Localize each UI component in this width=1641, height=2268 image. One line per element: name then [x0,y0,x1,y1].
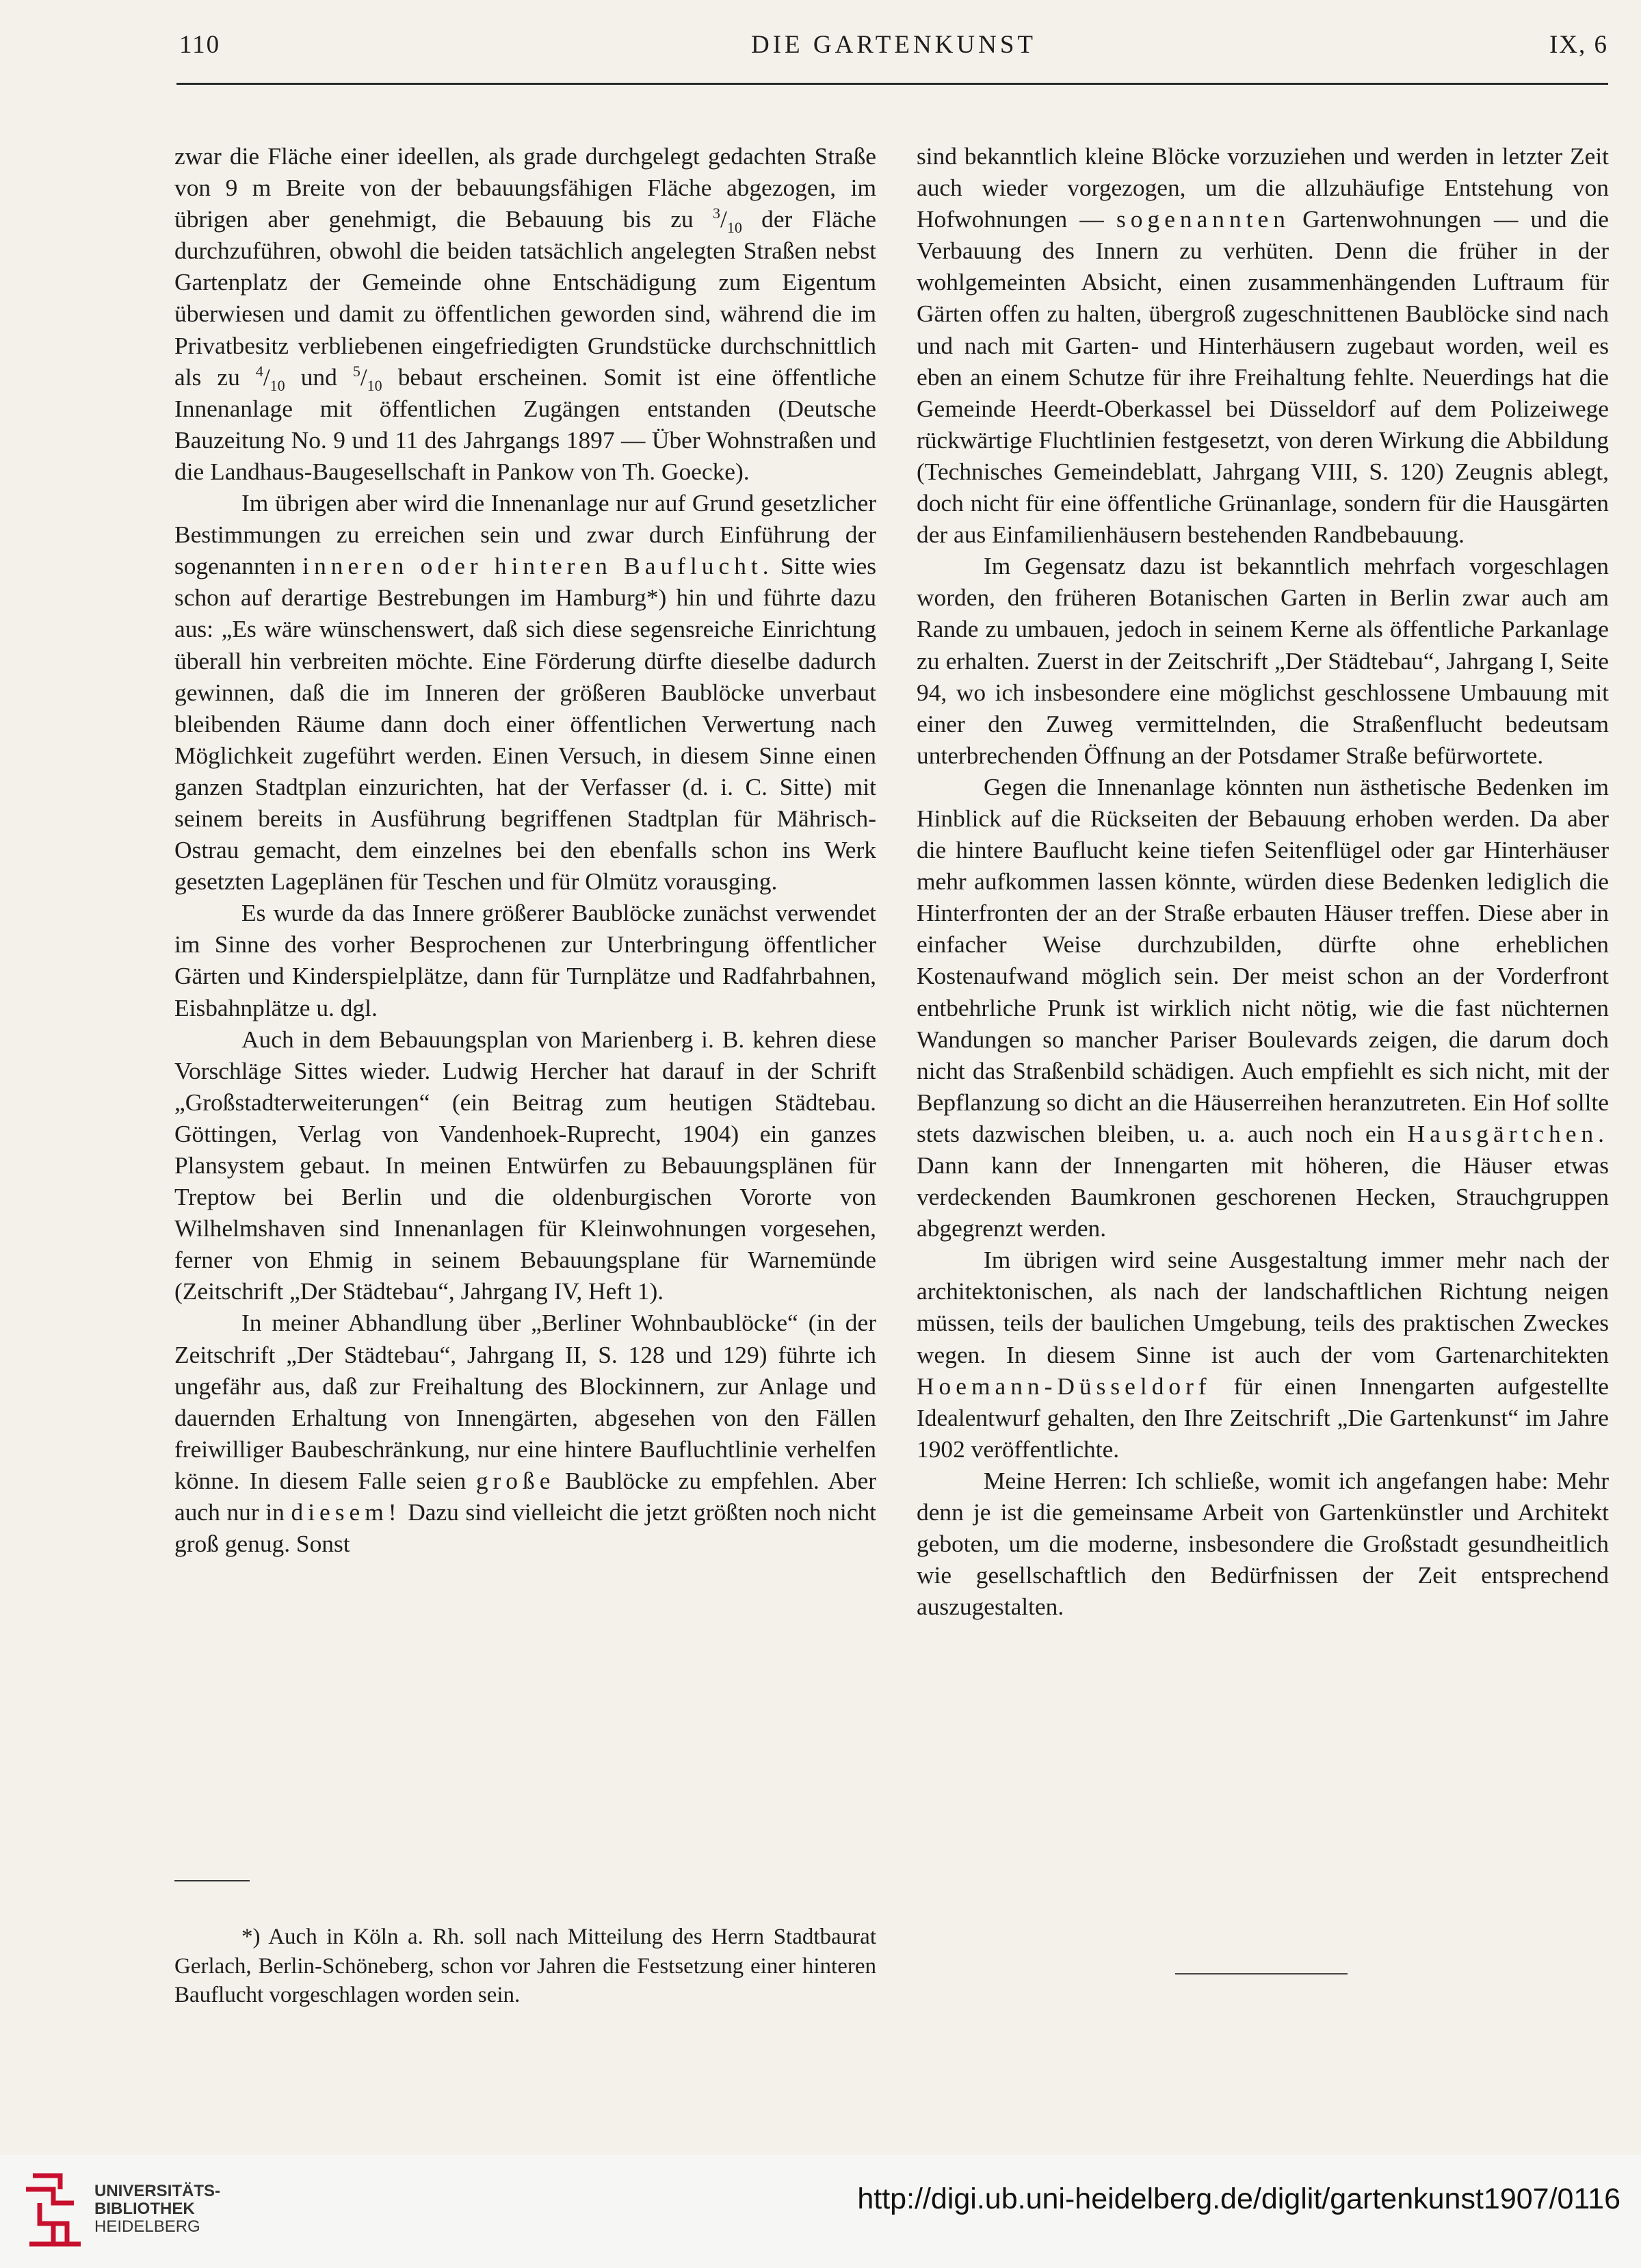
source-url[interactable]: http://digi.ub.uni-heidelberg.de/diglit/gartenkunst1907/0116 [857,2182,1620,2215]
right-paragraph-2: Im Gegensatz dazu ist bekanntlich mehrfach vorgeschlagen worden, den früheren Botanischen Garten in Berlin zwar auch am Rande zu umbauen, jedoch in seinem Kerne als öffentliche Parkanlage zu erhalten. Zuerst in der Zeitschrift „Der Städtebau“, Jahrgang I, Seite 94, wo ich insbesondere eine möglichst geschlossene Umbauung mit einer den Zuweg vermittelnden, die Straßenflucht bedeutsam unterbrechenden Öffnung an der Potsdamer Straße befürwortete. [917,552,1609,769]
right-paragraph-4: Im übrigen wird seine Ausgestaltung immer mehr nach der architektonischen, als nach der landschaftlichen Richtung neigen müssen, teils der baulichen Umgebung, teils des praktischen Zweckes wegen. In diesem Sinne ist auch der vom Gartenarchitekten Hoemann-Düsseldorf für einen Innengarten aufgestellte Idealentwurf gehalten, den Ihre Zeitschrift „Die Gartenkunst“ im Jahre 1902 veröffentlichte. [917,1246,1609,1463]
right-paragraph-1: sind bekanntlich kleine Blöcke vorzuziehen und werden in letzter Zeit auch wieder vorgezogen, um die allzuhäufige Entstehung von Hofwohnungen — sogenannten Gartenwohnungen — und die Verbauung des Innern zu verhüten. Denn die früher in der wohlgemeinten Absicht, einen zusammenhängenden Luftraum für Gärten offen zu halten, übergroß zugeschnittenen Baublöcke sind nach und nach mit Garten- und Hinterhäusern zugebaut worden, weil es eben an einem Schutze für ihre Freihaltung fehlte. Neuerdings hat die Gemeinde Heerdt-Oberkassel bei Düsseldorf auf dem Polizeiwege rückwärtige Fluchtlinien festgesetzt, von deren Wirkung die Abbildung (Technisches Gemeindeblatt, Jahrgang VIII, S. 120) Zeugnis ablegt, doch nicht für eine öffentliche Grünanlage, sondern für die Hausgärten der aus Einfamilienhäusern bestehenden Randbebauung. [917,142,1609,549]
footnote-text: *) Auch in Köln a. Rh. soll nach Mitteilung des Herrn Stadtbaurat Gerlach, Berlin-Schöneberg, schon vor Jahren die Festsetzung einer hinteren Bauflucht vorgeschlagen worden sein. [174,1925,876,2007]
right-column [917,140,1609,1622]
footnote-rule [174,1880,250,1881]
left-paragraph-2: Im übrigen aber wird die Innenanlage nur auf Grund gesetzlicher Bestimmungen zu erreichen sein und zwar durch Einführung der sogenannten inneren oder hinteren Bauflucht. Sitte wies schon auf derartige Bestrebungen im Hamburg*) hin und führte dazu aus: „Es wäre wünschenswert, daß sich diese segensreiche Einrichtung überall hin verbreiten möchte. Eine Förderung dürfte dieselbe dadurch gewinnen, daß die im Inneren der größeren Baublöcke unverbaut bleibenden Räume dann doch einer öffentlichen Verwertung nach Möglichkeit zugeführt werden. Einen Versuch, in diesem Sinne einen ganzen Stadtplan einzurichten, hat der Verfasser (d. i. C. Sitte) mit seinem bereits in Ausführung begriffenen Stadtplan für Mährisch-Ostrau gemacht, dem einzelnes bei den ebenfalls schon ins Werk gesetzten Lageplänen für Teschen und für Olmütz vorausging. [174,489,876,896]
journal-title: DIE GARTENKUNST [750,31,1037,59]
library-name: UNIVERSITÄTS- BIBLIOTHEK HEIDELBERG [94,2182,221,2236]
end-rule [1175,1973,1348,1974]
right-paragraph-3: Gegen die Innenanlage könnten nun ästhetische Bedenken im Hinblick auf die Rückseiten der Bebauung erhoben werden. Da aber die hintere Bauflucht keine tiefen Seitenflügel oder gar Hinterhäuser mehr aufkommen lassen könnte, würden diese Bedenken lediglich die Hinterfronten der an der Straße erbauten Häuser treffen. Diese aber in einfacher Weise durchzubilden, dürfte ohne erheblichen Kostenaufwand möglich sein. Der meist schon an der Vorderfront entbehrliche Prunk ist wirklich nicht nötig, wie die fast nüchternen Wandungen so mancher Pariser Boulevards zeigen, die darum doch nicht das Straßenbild schädigen. Auch empfiehlt es sich nicht, mit der Bepflanzung so dicht an die Häuserreihen heranzutreten. Ein Hof sollte stets dazwischen bleiben, u. a. auch noch ein Hausgärtchen. Dann kann der Innengarten mit höheren, die Häuser etwas verdeckenden Baumkronen geschorenen Hecken, Strauchgruppen abgegrenzt werden. [917,772,1609,1242]
library-footer [0,2155,1641,2268]
left-paragraph-4: Auch in dem Bebauungsplan von Marienberg i. B. kehren diese Vorschläge Sittes wieder. Ludwig Hercher hat darauf in der Schrift „Großstadterweiterungen“ (ein Beitrag zum heutigen Städtebau. Göttingen, Verlag von Vandenhoek-Ruprecht, 1904) ein ganzes Plansystem gebaut. In meinen Entwürfen zu Bebauungsplänen für Treptow bei Berlin und die oldenburgischen Vororte von Wilhelmshaven sind Innenanlagen für Kleinwohnungen vorgesehen, ferner von Ehmig in seinem Bebauungsplane für Warnemünde (Zeitschrift „Der Städtebau“, Jahrgang IV, Heft 1). [174,1025,876,1305]
footnote [174,1922,876,2010]
left-paragraph-5: In meiner Abhandlung über „Berliner Wohnbaublöcke“ (in der Zeitschrift „Der Städtebau“, Jahrgang II, S. 128 und 129) führte ich ungefähr aus, daß zur Freihaltung des Blockinnern, zur Anlage und dauernden Erhaltung von Innengärten, abgesehen von den Fällen freiwilliger Baubeschränkung, nur eine hintere Baufluchtlinie verhelfen könne. In diesem Falle seien große Baublöcke zu empfehlen. Aber auch nur in diesem! Dazu sind vielleicht die jetzt größten noch nicht groß genug. Sonst [174,1309,876,1558]
left-paragraph-1: zwar die Fläche einer ideellen, als grade durchgelegt gedachten Straße von 9 m Breite von der bebauungsfähigen Fläche abgezogen, im übrigen aber genehmigt, die Bebauung bis zu $^3/_{10}$ der Fläche durchzuführen, obwohl die beiden tatsächlich angelegten Straßen nebst Gartenplatz der Gemeinde ohne Entschädigung zum Eigentum überwiesen und damit zu öffentlichen geworden sind, während die im Privatbesitz verbliebenen eingefriedigten Grundstücke durchschnittlich als zu $^4/_{10}$ und $^5/_{10}$ bebaut erscheinen. Somit ist eine öffentliche Innenanlage mit öffentlichen Zugängen entstanden (Deutsche Bauzeitung No. 9 und 11 des Jahrgangs 1897 — Über Wohnstraßen und die Landhaus-Baugesellschaft in Pankow von Th. Goecke). [174,142,877,485]
issue-number: IX, 6 [1549,31,1608,59]
left-paragraph-3: Es wurde da das Innere größerer Baublöcke zunächst verwendet im Sinne des vorher Besprochenen zur Unterbringung öffentlicher Gärten und Kinderspielplätze, dann für Turnplätze und Radfahrbahnen, Eisbahnplätze u. dgl. [174,899,876,1021]
header-rule [176,83,1608,85]
running-header [179,30,1608,71]
heidelberg-library-logo-icon [19,2169,88,2251]
left-column [174,140,876,1559]
right-paragraph-5: Meine Herren: Ich schließe, womit ich angefangen habe: Mehr denn je ist die gemeinsame Arbeit von Gartenkünstler und Architekt geboten, um die moderne, insbesondere die Großstadt gesundheitlich wie gesellschaftlich den Bedürfnissen der Zeit entsprechend auszugestalten. [917,1466,1609,1621]
page-number: 110 [179,31,221,59]
